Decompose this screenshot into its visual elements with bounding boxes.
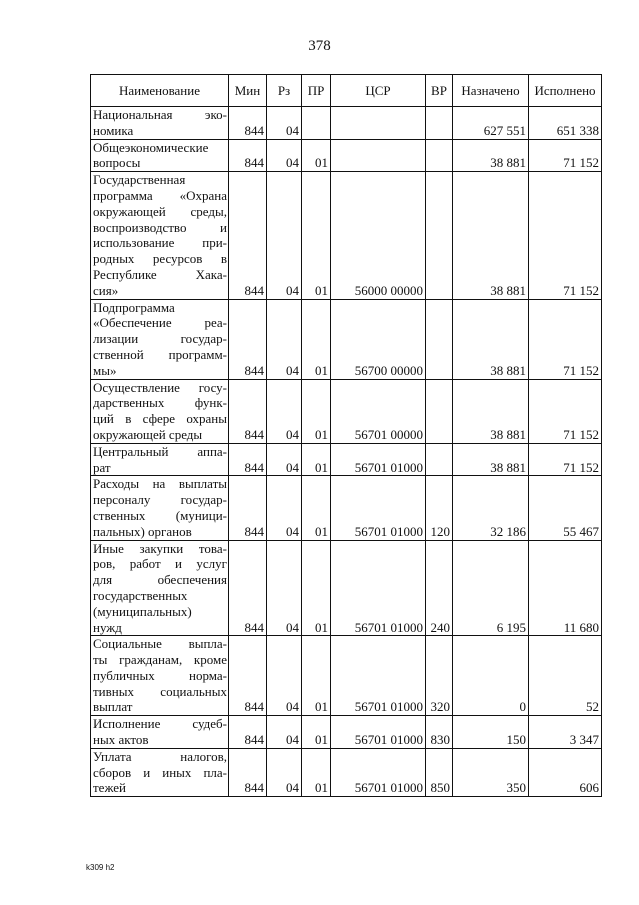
row-name-line: окружающей среды, — [93, 203, 227, 219]
table-body — [91, 107, 602, 797]
row-name-line: (муниципальных) — [93, 603, 192, 619]
row-name-line: мы» — [93, 362, 117, 378]
row-name-cell — [91, 443, 229, 476]
row-pr-cell: 01 — [302, 172, 331, 299]
row-name-line: Общеэкономические — [93, 139, 209, 155]
row-assigned-cell: 350 — [453, 748, 529, 796]
row-executed-cell: 71 152 — [529, 139, 602, 172]
row-name-line: родных ресурсов в — [93, 251, 227, 267]
row-assigned-cell: 38 881 — [453, 443, 529, 476]
row-csr-cell: 56701 01000 — [331, 748, 426, 796]
table-row — [91, 379, 602, 443]
row-csr-cell: 56701 01000 — [331, 443, 426, 476]
row-name-line: Национальная эко- — [93, 107, 227, 122]
row-executed-cell: 3 347 — [529, 716, 602, 749]
row-name-cell — [91, 172, 229, 299]
row-name-line: лизации государ- — [93, 331, 227, 347]
row-executed-cell: 52 — [529, 636, 602, 716]
row-name-line: тивных социальных — [93, 683, 227, 699]
table-row — [91, 172, 602, 299]
row-assigned-cell: 627 551 — [453, 107, 529, 140]
table-row — [91, 443, 602, 476]
row-vr-cell — [426, 299, 453, 379]
table-row — [91, 716, 602, 749]
row-vr-cell — [426, 139, 453, 172]
row-executed-cell: 71 152 — [529, 443, 602, 476]
row-csr-cell — [331, 107, 426, 140]
row-vr-cell: 240 — [426, 540, 453, 636]
table-row — [91, 540, 602, 636]
row-pr-cell: 01 — [302, 540, 331, 636]
row-rz-cell: 04 — [267, 299, 302, 379]
row-name-line: ров, работ и услуг — [93, 556, 227, 572]
row-csr-cell: 56701 01000 — [331, 540, 426, 636]
row-rz-cell: 04 — [267, 443, 302, 476]
row-name-line: ственной программ- — [93, 346, 227, 362]
row-name-line: ных актов — [93, 732, 149, 748]
row-pr-cell: 01 — [302, 476, 331, 540]
row-name-line: нужд — [93, 619, 122, 635]
row-name-line: пальных) органов — [93, 523, 192, 539]
row-name-line: Иные закупки това- — [93, 540, 227, 556]
row-pr-cell: 01 — [302, 299, 331, 379]
row-vr-cell: 850 — [426, 748, 453, 796]
row-assigned-cell: 0 — [453, 636, 529, 716]
row-min-cell: 844 — [229, 299, 267, 379]
row-rz-cell: 04 — [267, 716, 302, 749]
row-vr-cell — [426, 172, 453, 299]
row-name-line: тежей — [93, 780, 126, 796]
row-executed-cell: 651 338 — [529, 107, 602, 140]
page-number: 378 — [308, 38, 331, 54]
row-name-line: государственных — [93, 587, 188, 603]
row-rz-cell: 04 — [267, 540, 302, 636]
header-pr: ПР — [302, 75, 331, 107]
row-assigned-cell: 32 186 — [453, 476, 529, 540]
header-name: Наименование — [91, 75, 229, 107]
row-pr-cell: 01 — [302, 716, 331, 749]
row-vr-cell: 120 — [426, 476, 453, 540]
row-name-line: ственных (муници- — [93, 507, 227, 523]
row-name-cell — [91, 139, 229, 172]
table-row — [91, 139, 602, 172]
row-name-cell — [91, 716, 229, 749]
row-min-cell: 844 — [229, 540, 267, 636]
row-min-cell: 844 — [229, 748, 267, 796]
row-csr-cell — [331, 139, 426, 172]
row-name-line: Государственная — [93, 172, 186, 188]
table-row — [91, 107, 602, 140]
footer-code: k309 h2 — [86, 863, 115, 872]
row-executed-cell: 71 152 — [529, 172, 602, 299]
row-name-line: Расходы на выплаты — [93, 476, 227, 492]
row-csr-cell: 56000 00000 — [331, 172, 426, 299]
row-name-cell — [91, 107, 229, 140]
row-assigned-cell: 38 881 — [453, 139, 529, 172]
row-pr-cell: 01 — [302, 443, 331, 476]
row-vr-cell — [426, 443, 453, 476]
row-name-line: Центральный аппа- — [93, 443, 227, 459]
row-name-line: Исполнение судеб- — [93, 716, 227, 732]
header-csr: ЦСР — [331, 75, 426, 107]
header-executed: Исполнено — [529, 75, 602, 107]
row-csr-cell: 56701 00000 — [331, 379, 426, 443]
row-rz-cell: 04 — [267, 379, 302, 443]
row-assigned-cell: 6 195 — [453, 540, 529, 636]
row-csr-cell: 56701 01000 — [331, 716, 426, 749]
row-vr-cell — [426, 379, 453, 443]
row-name-line: рат — [93, 459, 111, 475]
row-pr-cell: 01 — [302, 636, 331, 716]
row-name-line: Осуществление госу- — [93, 379, 227, 395]
row-name-line: Республике Хака- — [93, 266, 227, 282]
table-row — [91, 299, 602, 379]
row-name-line: воспроизводство и — [93, 219, 227, 235]
header-rz: Рз — [267, 75, 302, 107]
header-assigned: Назначено — [453, 75, 529, 107]
table-row — [91, 636, 602, 716]
row-vr-cell: 830 — [426, 716, 453, 749]
row-executed-cell: 606 — [529, 748, 602, 796]
row-pr-cell: 01 — [302, 139, 331, 172]
table-header-row — [91, 75, 602, 107]
row-name-line: Подпрограмма — [93, 299, 175, 315]
row-name-line: ций в сфере охраны — [93, 411, 227, 427]
row-name-line: ты гражданам, кроме — [93, 652, 227, 668]
row-rz-cell: 04 — [267, 172, 302, 299]
row-name-cell — [91, 636, 229, 716]
row-name-line: «Обеспечение реа- — [93, 315, 227, 331]
row-rz-cell: 04 — [267, 748, 302, 796]
row-name-cell — [91, 540, 229, 636]
row-name-line: сборов и иных пла- — [93, 764, 227, 780]
row-pr-cell: 01 — [302, 748, 331, 796]
row-name-line: выплат — [93, 699, 133, 715]
row-csr-cell: 56701 01000 — [331, 636, 426, 716]
row-name-line: публичных норма- — [93, 667, 227, 683]
header-vr: ВР — [426, 75, 453, 107]
row-name-line: Социальные выпла- — [93, 636, 227, 652]
row-min-cell: 844 — [229, 107, 267, 140]
row-name-line: Уплата налогов, — [93, 748, 227, 764]
row-min-cell: 844 — [229, 476, 267, 540]
header-min: Мин — [229, 75, 267, 107]
row-name-line: номика — [93, 122, 134, 138]
row-name-cell — [91, 476, 229, 540]
row-csr-cell: 56701 01000 — [331, 476, 426, 540]
row-name-line: программа «Охрана — [93, 187, 227, 203]
row-rz-cell: 04 — [267, 139, 302, 172]
row-vr-cell — [426, 107, 453, 140]
row-min-cell: 844 — [229, 172, 267, 299]
row-rz-cell: 04 — [267, 636, 302, 716]
row-min-cell: 844 — [229, 139, 267, 172]
table-row — [91, 748, 602, 796]
row-rz-cell: 04 — [267, 476, 302, 540]
row-executed-cell: 71 152 — [529, 299, 602, 379]
row-min-cell: 844 — [229, 716, 267, 749]
row-pr-cell: 01 — [302, 379, 331, 443]
row-name-line: для обеспечения — [93, 572, 227, 588]
row-name-cell — [91, 748, 229, 796]
row-min-cell: 844 — [229, 443, 267, 476]
row-vr-cell: 320 — [426, 636, 453, 716]
row-executed-cell: 55 467 — [529, 476, 602, 540]
row-name-line: дарственных функ- — [93, 395, 227, 411]
row-name-cell — [91, 379, 229, 443]
row-assigned-cell: 38 881 — [453, 299, 529, 379]
row-name-line: вопросы — [93, 155, 141, 171]
row-assigned-cell: 38 881 — [453, 172, 529, 299]
row-executed-cell: 11 680 — [529, 540, 602, 636]
row-assigned-cell: 150 — [453, 716, 529, 749]
row-name-cell — [91, 299, 229, 379]
row-csr-cell: 56700 00000 — [331, 299, 426, 379]
row-name-line: сия» — [93, 282, 119, 298]
row-rz-cell: 04 — [267, 107, 302, 140]
row-name-line: использование при- — [93, 235, 227, 251]
row-name-line: окружающей среды — [93, 426, 203, 442]
row-pr-cell — [302, 107, 331, 140]
row-executed-cell: 71 152 — [529, 379, 602, 443]
row-name-line: персоналу государ- — [93, 492, 227, 508]
table-row — [91, 476, 602, 540]
budget-table — [90, 74, 602, 797]
row-min-cell: 844 — [229, 379, 267, 443]
row-assigned-cell: 38 881 — [453, 379, 529, 443]
row-min-cell: 844 — [229, 636, 267, 716]
